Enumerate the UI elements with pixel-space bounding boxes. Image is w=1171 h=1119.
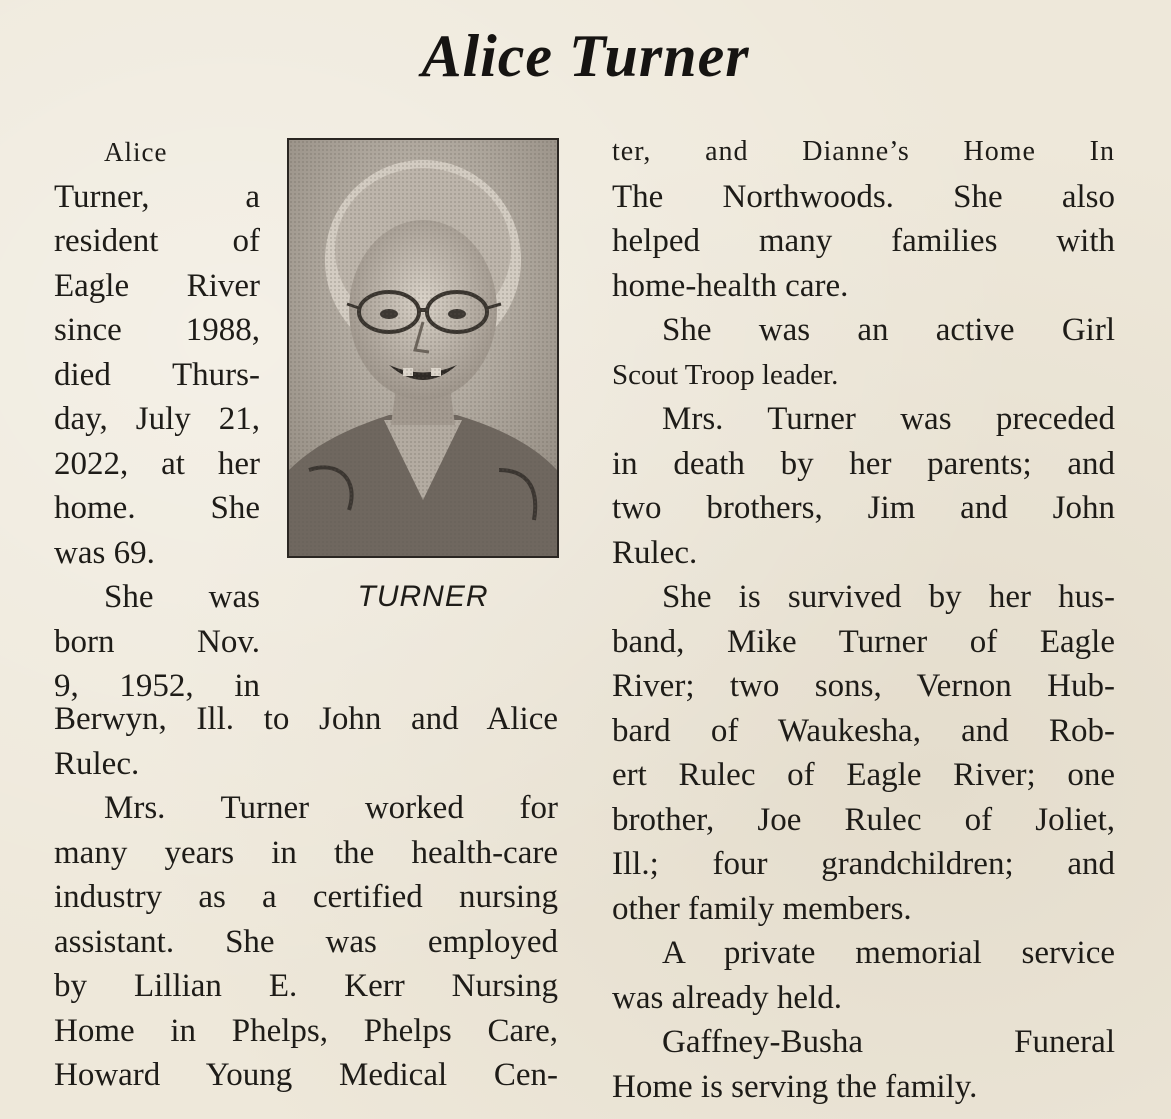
text-line: bard of Waukesha, and Rob-	[612, 712, 1115, 749]
text-line: Alice	[104, 137, 168, 167]
text-line: Berwyn, Ill. to John and Alice	[54, 701, 558, 737]
text-line: day, July 21,	[54, 401, 260, 437]
text-line: She was an active Girl	[662, 312, 1115, 348]
text-line: home-health care.	[612, 267, 849, 304]
text-line: many years in the health-care	[54, 834, 558, 871]
portrait-image	[289, 140, 557, 556]
text-line: The Northwoods. She also	[612, 178, 1115, 215]
text-line: died Thurs-	[54, 356, 260, 393]
text-line: She is survived by her hus-	[662, 579, 1115, 615]
text-line: home. She	[54, 490, 260, 526]
text-line: She was	[104, 579, 260, 615]
photo-caption: TURNER	[357, 580, 489, 613]
text-line: Mrs. Turner was preceded	[662, 401, 1115, 437]
text-line: River; two sons, Vernon Hub-	[612, 668, 1115, 704]
text-line: two brothers, Jim and John	[612, 490, 1115, 526]
text-line: Scout Troop leader.	[612, 358, 839, 391]
text-line: resident of	[54, 223, 260, 259]
text-line: brother, Joe Rulec of Joliet,	[612, 801, 1115, 838]
text-line: helped many families with	[612, 223, 1115, 259]
text-line: 9, 1952, in	[54, 668, 260, 704]
text-line: other family members.	[612, 890, 912, 927]
text-line: was 69.	[54, 534, 155, 571]
text-line: Eagle River	[54, 267, 260, 304]
left-wide-column	[54, 697, 558, 1098]
text-line: Rulec.	[612, 534, 698, 571]
text-line: band, Mike Turner of Eagle	[612, 623, 1115, 660]
text-line: since 1988,	[54, 312, 260, 348]
text-line: ter, and Dianne’s Home In	[612, 136, 1115, 167]
text-line: assistant. She was employed	[54, 923, 558, 960]
text-line: ert Rulec of Eagle River; one	[612, 757, 1115, 793]
text-line: Gaffney-Busha Funeral	[662, 1024, 1115, 1060]
text-line: by Lillian E. Kerr Nursing	[54, 968, 558, 1004]
text-line: 2022, at her	[54, 445, 260, 482]
text-line: in death by her parents; and	[612, 445, 1115, 482]
text-line: Home is serving the family.	[612, 1068, 978, 1105]
text-line: Howard Young Medical Cen-	[54, 1057, 558, 1093]
obituary-title: Alice Turner	[421, 23, 750, 89]
text-line: Turner, a	[54, 178, 260, 215]
right-column	[612, 130, 1115, 1109]
text-line: industry as a certified nursing	[54, 879, 558, 915]
text-line: born Nov.	[54, 623, 260, 660]
text-line: Mrs. Turner worked for	[104, 790, 558, 826]
portrait-photo	[287, 138, 559, 558]
text-line: Rulec.	[54, 745, 140, 782]
text-line: A private memorial service	[662, 935, 1115, 971]
left-narrow-column	[54, 130, 260, 709]
text-line: Home in Phelps, Phelps Care,	[54, 1012, 558, 1049]
text-line: Ill.; four grandchildren; and	[612, 846, 1115, 882]
text-line: was already held.	[612, 979, 842, 1016]
